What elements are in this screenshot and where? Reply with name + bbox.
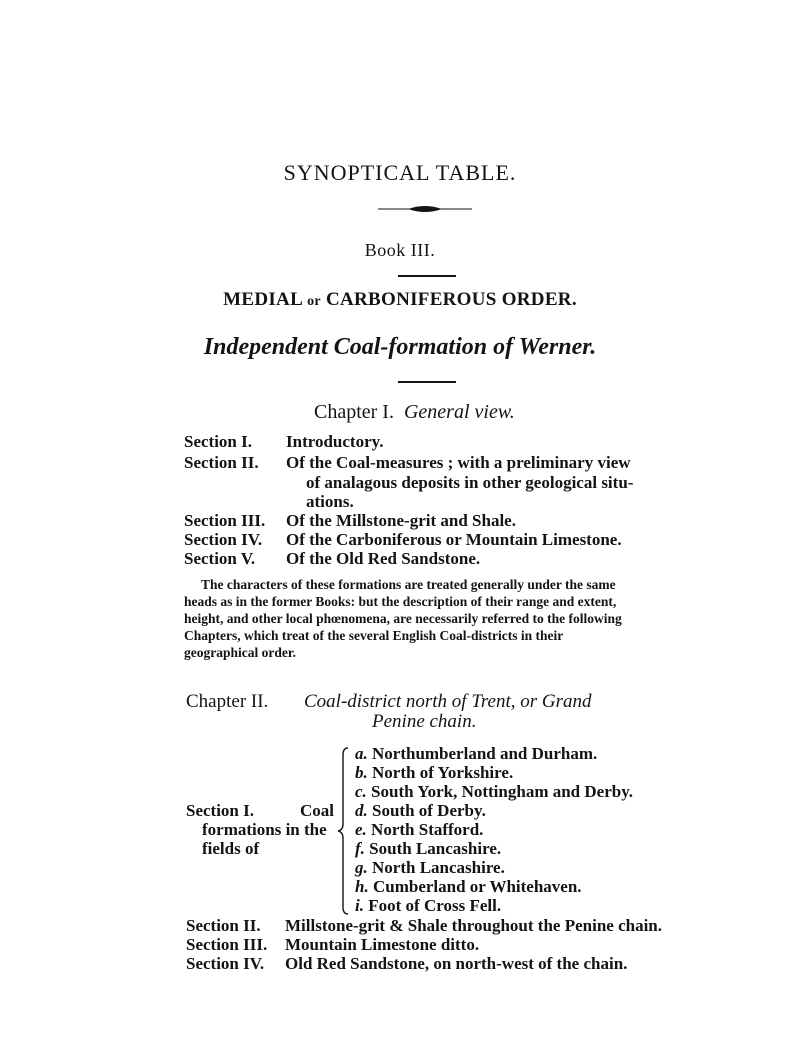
section-text: ations. — [306, 492, 354, 511]
note-line: The characters of these formations are treated generally under the same — [201, 577, 616, 592]
section-text: Of the Coal-measures ; with a preliminary view — [286, 453, 631, 472]
section-text: Introductory. — [286, 432, 384, 451]
chapter-2-label: Chapter II. — [186, 691, 269, 712]
section-label: Section II. — [186, 916, 261, 935]
section-text: Mountain Limestone ditto. — [285, 935, 480, 954]
list-item: f. South Lancashire. — [355, 839, 502, 858]
list-item: a. Northumberland and Durham. — [355, 744, 598, 763]
subtitle: Independent Coal-formation of Werner. — [203, 334, 597, 360]
note-line: heads as in the former Books: but the description of their range and extent, — [184, 594, 617, 609]
page-title: SYNOPTICAL TABLE. — [283, 160, 517, 185]
curly-brace — [336, 746, 350, 916]
list-item: e. North Stafford. — [355, 820, 484, 839]
section-label: Section V. — [184, 549, 256, 568]
order-heading: MEDIAL or CARBONIFEROUS ORDER. — [223, 289, 577, 310]
section-label: Section I. — [186, 801, 254, 820]
list-item: i. Foot of Cross Fell. — [355, 896, 502, 915]
chapter-2-name: Coal-district north of Trent, or Grand — [304, 691, 592, 712]
section-label: formations in the — [202, 820, 327, 839]
section-text: Of the Old Red Sandstone. — [286, 549, 481, 568]
section-label: Section III. — [184, 511, 266, 530]
section-label: Section IV. — [186, 954, 265, 973]
note-line: geographical order. — [184, 645, 296, 660]
section-label: Section II. — [184, 453, 259, 472]
chapter-1-heading: Chapter I. General view. — [314, 401, 515, 423]
section-text: Old Red Sandstone, on north-west of the chain. — [285, 954, 628, 973]
section-label: Section IV. — [184, 530, 263, 549]
section-text: Of the Millstone-grit and Shale. — [286, 511, 516, 530]
list-item: h. Cumberland or Whitehaven. — [355, 877, 582, 896]
list-item: b. North of Yorkshire. — [355, 763, 514, 782]
chapter-2-name: Penine chain. — [372, 711, 477, 732]
section-label: fields of — [202, 839, 260, 858]
section-label: Section I. — [184, 432, 252, 451]
section-text: Of the Carboniferous or Mountain Limestone. — [286, 530, 622, 549]
list-item: g. North Lancashire. — [355, 858, 505, 877]
divider-rule — [398, 275, 456, 277]
note-line: Chapters, which treat of the several English Coal-districts in their — [184, 628, 564, 643]
ornament-divider — [378, 203, 472, 215]
book-heading: Book III. — [364, 240, 436, 260]
section-label: Coal — [300, 801, 334, 820]
note-line: height, and other local phœnomena, are necessarily referred to the following — [184, 611, 622, 626]
list-item: d. South of Derby. — [355, 801, 486, 820]
section-label: Section III. — [186, 935, 268, 954]
divider-rule — [398, 381, 456, 383]
section-text: of analagous deposits in other geological situ- — [306, 473, 634, 492]
section-text: Millstone-grit & Shale throughout the Penine chain. — [285, 916, 662, 935]
list-item: c. South York, Nottingham and Derby. — [355, 782, 634, 801]
